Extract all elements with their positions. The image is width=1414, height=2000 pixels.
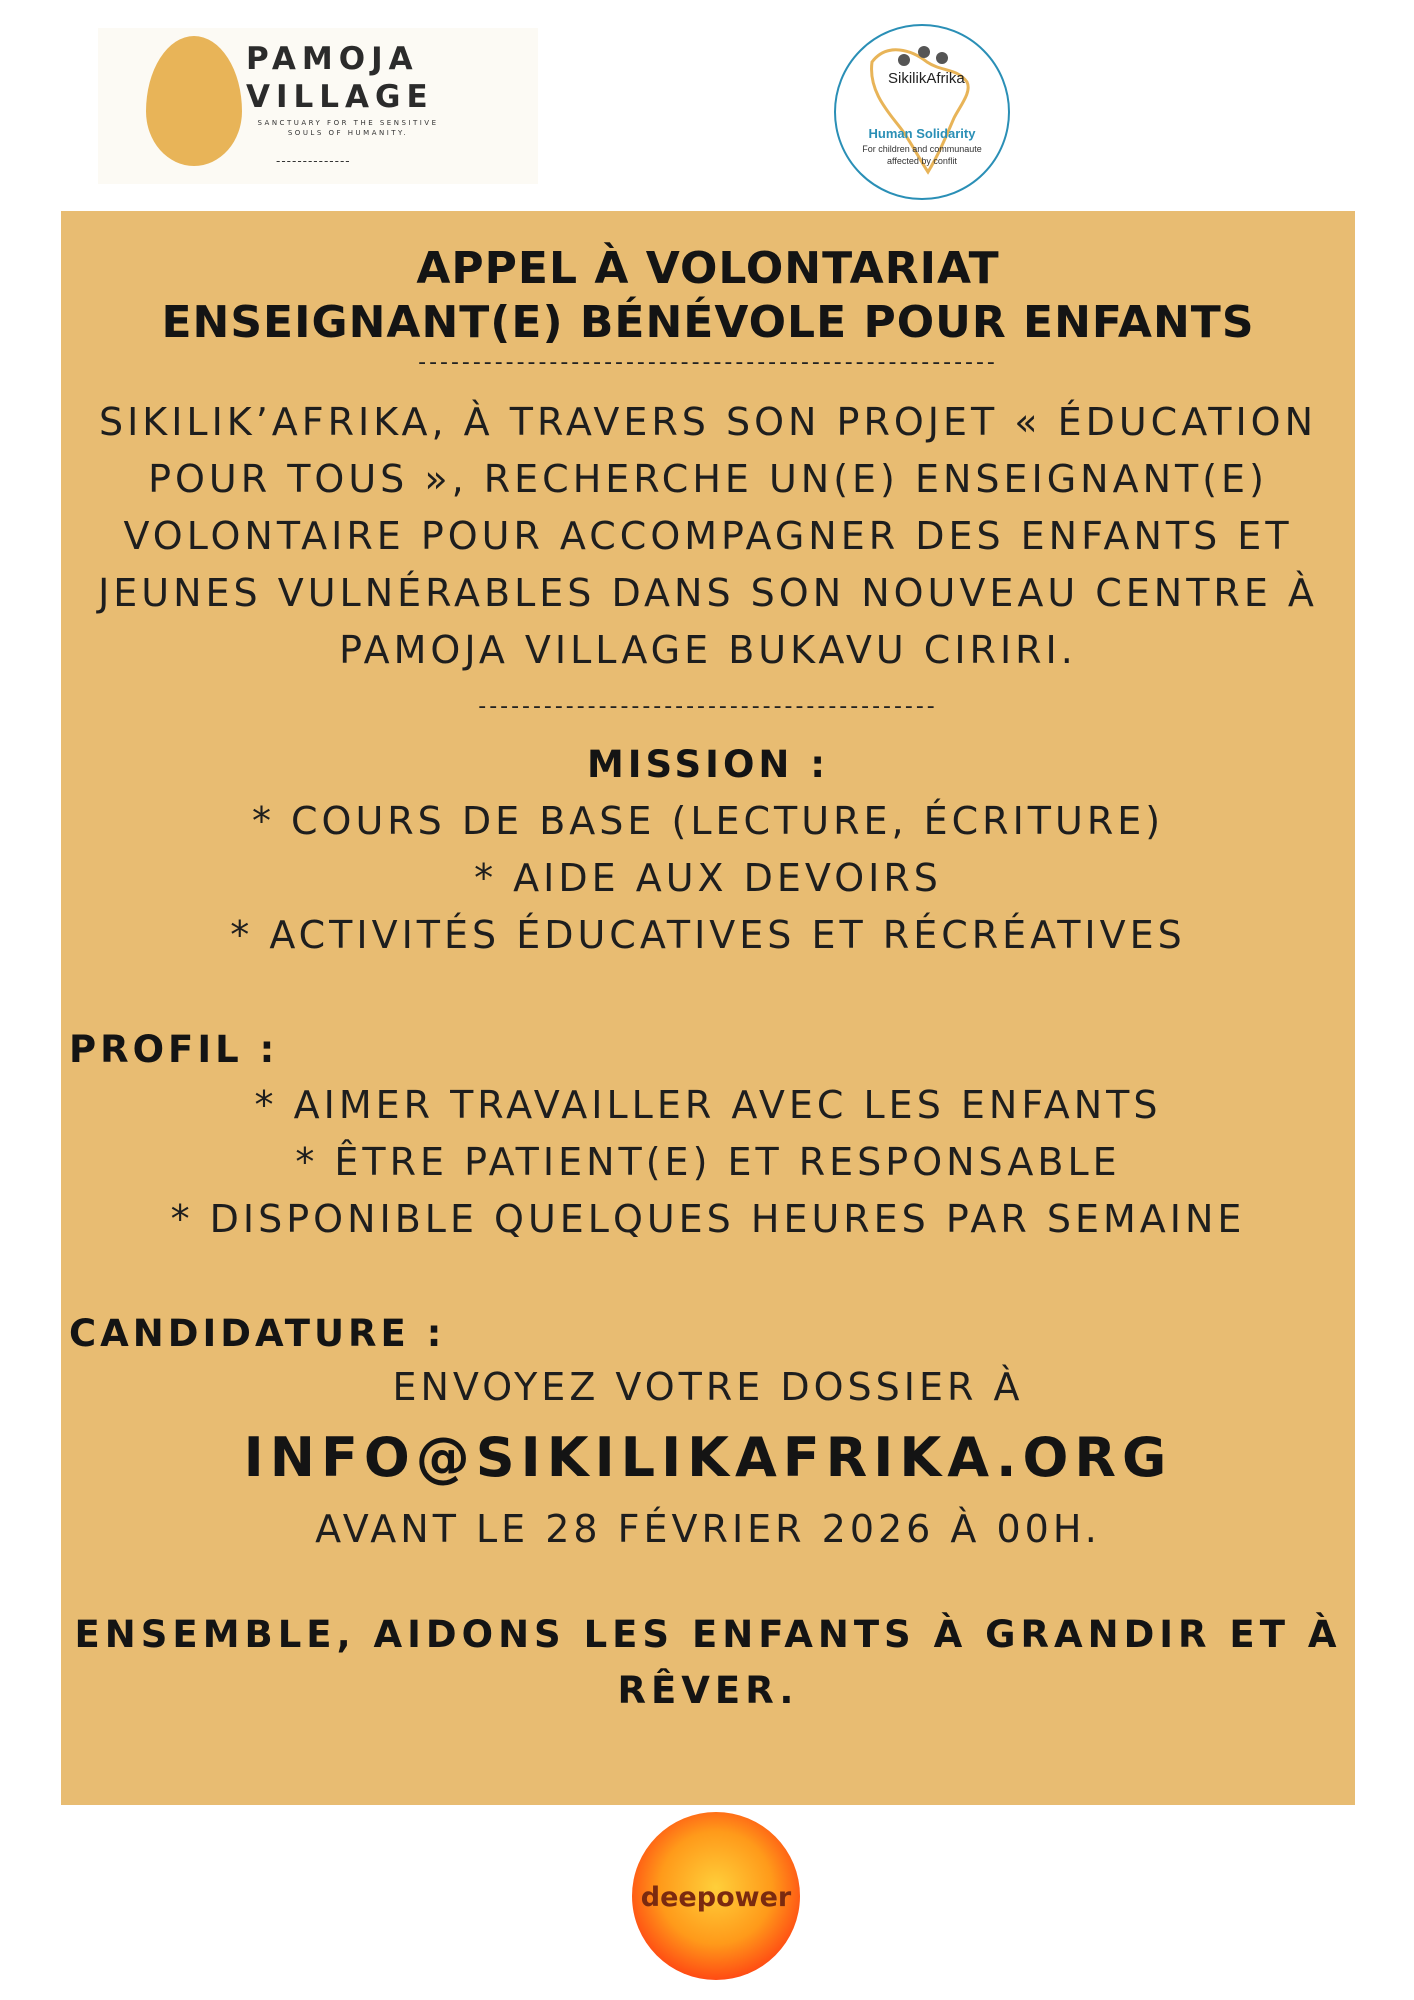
intro-line-1: SIKILIK’AFRIKA, À TRAVERS SON PROJET « ÉDUCATION — [98, 400, 1318, 444]
sikilik-logo-subline1: For children and communaute — [862, 144, 982, 154]
mission-heading: MISSION : — [586, 743, 830, 786]
poster-title-line2: ENSEIGNANT(E) BÉNÉVOLE POUR ENFANTS — [161, 297, 1255, 348]
candidature-deadline: AVANT LE 28 FÉVRIER 2026 À 00H. — [315, 1507, 1101, 1551]
poster-title-line1: APPEL À VOLONTARIAT — [416, 243, 1000, 294]
sikilikafrika-logo — [832, 22, 1012, 202]
pamoja-logo-tagline: SANCTUARY FOR THE SENSITIVE SOULS OF HUMANITY. — [257, 119, 439, 137]
candidature-heading: CANDIDATURE : — [69, 1312, 446, 1355]
divider-middle: ------------------------------------------ — [478, 694, 938, 719]
pamoja-logo-line2: VILLAGE — [246, 79, 434, 115]
contact-email-link[interactable]: INFO@SIKILIKAFRIKA.ORG — [243, 1426, 1173, 1489]
intro-line-5: PAMOJA VILLAGE BUKAVU CIRIRI. — [339, 628, 1077, 672]
intro-line-2: POUR TOUS », RECHERCHE UN(E) ENSEIGNANT(E) — [148, 457, 1268, 501]
sikilik-logo-name: SikilikAfrika — [888, 70, 965, 87]
sikilik-ring-icon — [832, 22, 1012, 202]
sikilik-logo-subline2: affected by conflit — [887, 156, 957, 166]
intro-line-3: VOLONTAIRE POUR ACCOMPAGNER DES ENFANTS ET — [123, 514, 1293, 558]
closing-line-2: RÊVER. — [617, 1669, 799, 1712]
closing-line-1: ENSEMBLE, AIDONS LES ENFANTS À GRANDIR ET À — [74, 1613, 1342, 1656]
profil-item: * ÊTRE PATIENT(E) ET RESPONSABLE — [295, 1140, 1121, 1184]
pamoja-logo-line1: PAMOJA — [246, 41, 419, 77]
divider-top: ----------------------------------------------------- — [418, 350, 998, 375]
profil-item: * AIMER TRAVAILLER AVEC LES ENFANTS — [254, 1083, 1162, 1127]
profil-heading: PROFIL : — [69, 1028, 279, 1071]
mission-item: * ACTIVITÉS ÉDUCATIVES ET RÉCRÉATIVES — [230, 913, 1186, 957]
profil-item: * DISPONIBLE QUELQUES HEURES PAR SEMAINE — [170, 1197, 1246, 1241]
intro-line-4: JEUNES VULNÉRABLES DANS SON NOUVEAU CENTRE À — [98, 571, 1318, 615]
pamoja-logo-dashes: -------------- — [276, 154, 351, 168]
mission-item: * AIDE AUX DEVOIRS — [474, 856, 942, 900]
candidature-send-text: ENVOYEZ VOTRE DOSSIER À — [392, 1365, 1024, 1409]
mission-item: * COURS DE BASE (LECTURE, ÉCRITURE) — [251, 799, 1165, 843]
deepower-logo — [632, 1812, 800, 1980]
deepower-logo-text: deepower — [640, 1882, 792, 1913]
egg-icon — [146, 36, 242, 166]
pamoja-village-logo — [98, 28, 538, 184]
poster-panel — [61, 211, 1355, 1805]
pamoja-logo-title — [246, 40, 536, 116]
sikilik-logo-headline: Human Solidarity — [868, 126, 976, 141]
